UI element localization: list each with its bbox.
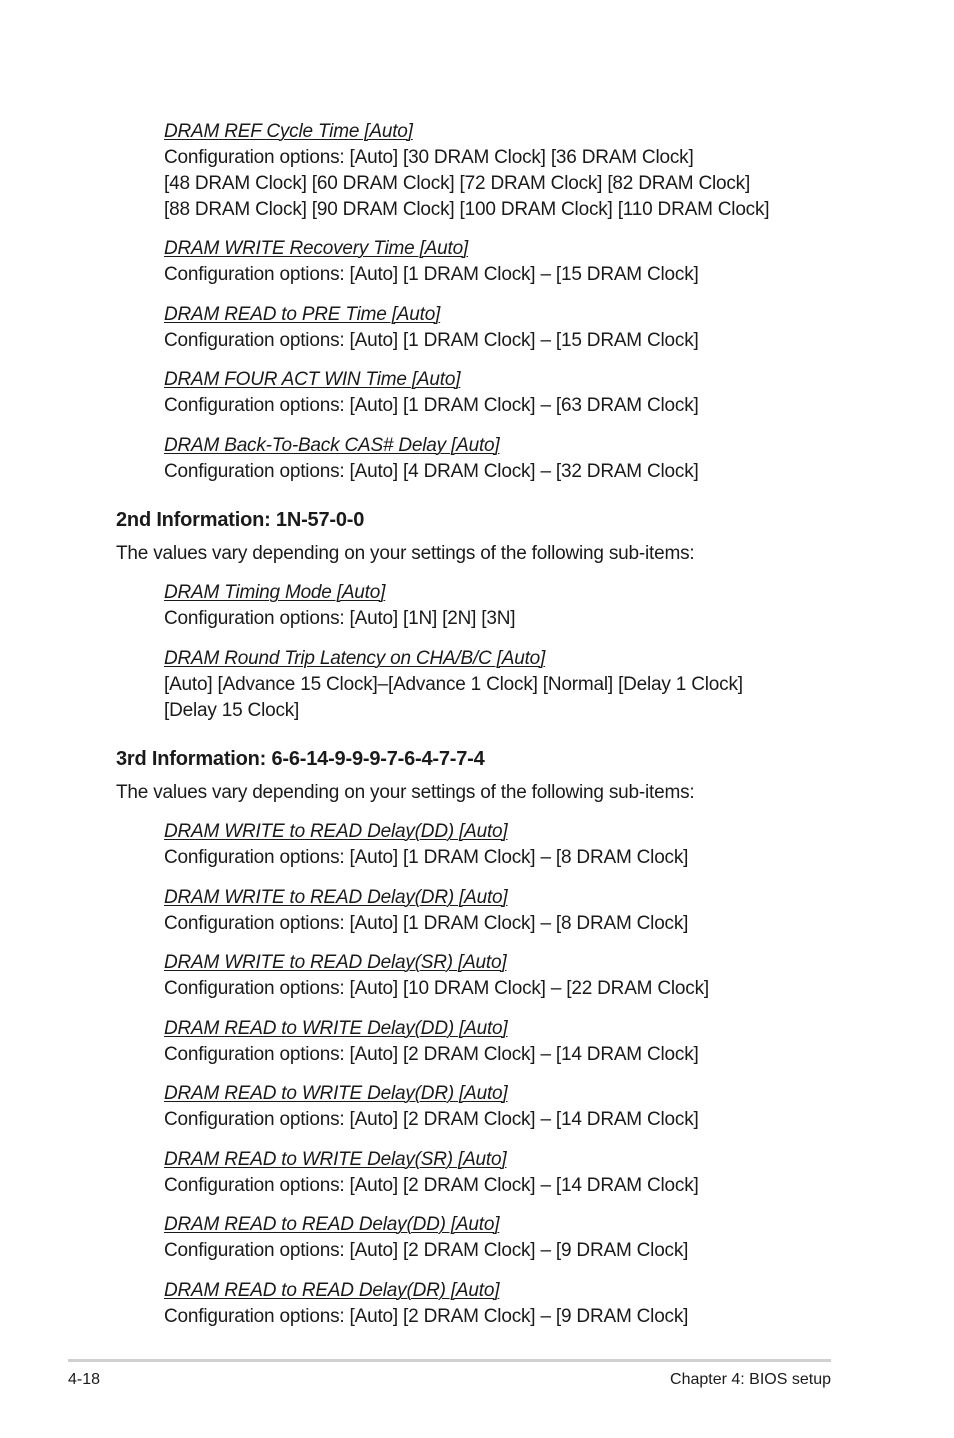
item-title-write-to-read-sr: DRAM WRITE to READ Delay(SR) [Auto] xyxy=(164,952,507,973)
item-title-read-to-write-dr: DRAM READ to WRITE Delay(DR) [Auto] xyxy=(164,1083,508,1104)
item-title-dram-read-to-pre-time: DRAM READ to PRE Time [Auto] xyxy=(164,304,441,325)
section-heading-3rd-information: 3rd Information: 6-6-14-9-9-9-7-6-4-7-7-4 xyxy=(116,748,485,770)
item-options-line: Configuration options: [Auto] [1N] [2N] [3N] xyxy=(164,608,516,629)
item-options-line: Configuration options: [Auto] [1 DRAM Clock] – [8 DRAM Clock] xyxy=(164,847,689,868)
item-title-dram-back-to-back-cas-delay: DRAM Back-To-Back CAS# Delay [Auto] xyxy=(164,435,500,456)
item-options-line: Configuration options: [Auto] [2 DRAM Clock] – [9 DRAM Clock] xyxy=(164,1306,689,1327)
item-options-line: [48 DRAM Clock] [60 DRAM Clock] [72 DRAM Clock] [82 DRAM Clock] xyxy=(164,173,751,194)
page-number: 4-18 xyxy=(68,1371,101,1388)
item-title-dram-write-recovery-time: DRAM WRITE Recovery Time [Auto] xyxy=(164,238,469,259)
item-options-line: Configuration options: [Auto] [4 DRAM Clock] – [32 DRAM Clock] xyxy=(164,461,699,482)
item-title-write-to-read-dr: DRAM WRITE to READ Delay(DR) [Auto] xyxy=(164,887,508,908)
chapter-title: Chapter 4: BIOS setup xyxy=(670,1371,831,1388)
section-heading-2nd-information: 2nd Information: 1N-57-0-0 xyxy=(116,509,365,531)
item-title-read-to-read-dd: DRAM READ to READ Delay(DD) [Auto] xyxy=(164,1214,500,1235)
item-options-line: [Auto] [Advance 15 Clock]–[Advance 1 Clock] [Normal] [Delay 1 Clock] xyxy=(164,674,743,695)
item-title-dram-ref-cycle-time: DRAM REF Cycle Time [Auto] xyxy=(164,121,413,142)
item-options-line: Configuration options: [Auto] [10 DRAM Clock] – [22 DRAM Clock] xyxy=(164,978,709,999)
item-options-line: Configuration options: [Auto] [1 DRAM Clock] – [8 DRAM Clock] xyxy=(164,913,689,934)
item-options-line: Configuration options: [Auto] [30 DRAM Clock] [36 DRAM Clock] xyxy=(164,147,694,168)
item-options-line: Configuration options: [Auto] [2 DRAM Clock] – [9 DRAM Clock] xyxy=(164,1240,689,1261)
item-title-read-to-write-dd: DRAM READ to WRITE Delay(DD) [Auto] xyxy=(164,1018,508,1039)
item-options-line: Configuration options: [Auto] [1 DRAM Clock] – [63 DRAM Clock] xyxy=(164,395,699,416)
item-options-line: Configuration options: [Auto] [2 DRAM Clock] – [14 DRAM Clock] xyxy=(164,1109,699,1130)
item-title-read-to-read-dr: DRAM READ to READ Delay(DR) [Auto] xyxy=(164,1280,500,1301)
item-options-line: Configuration options: [Auto] [1 DRAM Clock] – [15 DRAM Clock] xyxy=(164,330,699,351)
item-options-line: Configuration options: [Auto] [2 DRAM Clock] – [14 DRAM Clock] xyxy=(164,1044,699,1065)
section-intro: The values vary depending on your settings of the following sub-items: xyxy=(116,543,695,564)
item-title-dram-round-trip-latency: DRAM Round Trip Latency on CHA/B/C [Auto] xyxy=(164,648,546,669)
item-options-line: Configuration options: [Auto] [1 DRAM Clock] – [15 DRAM Clock] xyxy=(164,264,699,285)
item-title-read-to-write-sr: DRAM READ to WRITE Delay(SR) [Auto] xyxy=(164,1149,507,1170)
item-title-dram-four-act-win-time: DRAM FOUR ACT WIN Time [Auto] xyxy=(164,369,461,390)
footer-divider xyxy=(68,1359,831,1362)
item-title-write-to-read-dd: DRAM WRITE to READ Delay(DD) [Auto] xyxy=(164,821,508,842)
item-title-dram-timing-mode: DRAM Timing Mode [Auto] xyxy=(164,582,386,603)
item-options-line: [Delay 15 Clock] xyxy=(164,700,300,721)
item-options-line: [88 DRAM Clock] [90 DRAM Clock] [100 DRAM Clock] [110 DRAM Clock] xyxy=(164,199,770,220)
section-intro: The values vary depending on your settings of the following sub-items: xyxy=(116,782,695,803)
item-options-line: Configuration options: [Auto] [2 DRAM Clock] – [14 DRAM Clock] xyxy=(164,1175,699,1196)
